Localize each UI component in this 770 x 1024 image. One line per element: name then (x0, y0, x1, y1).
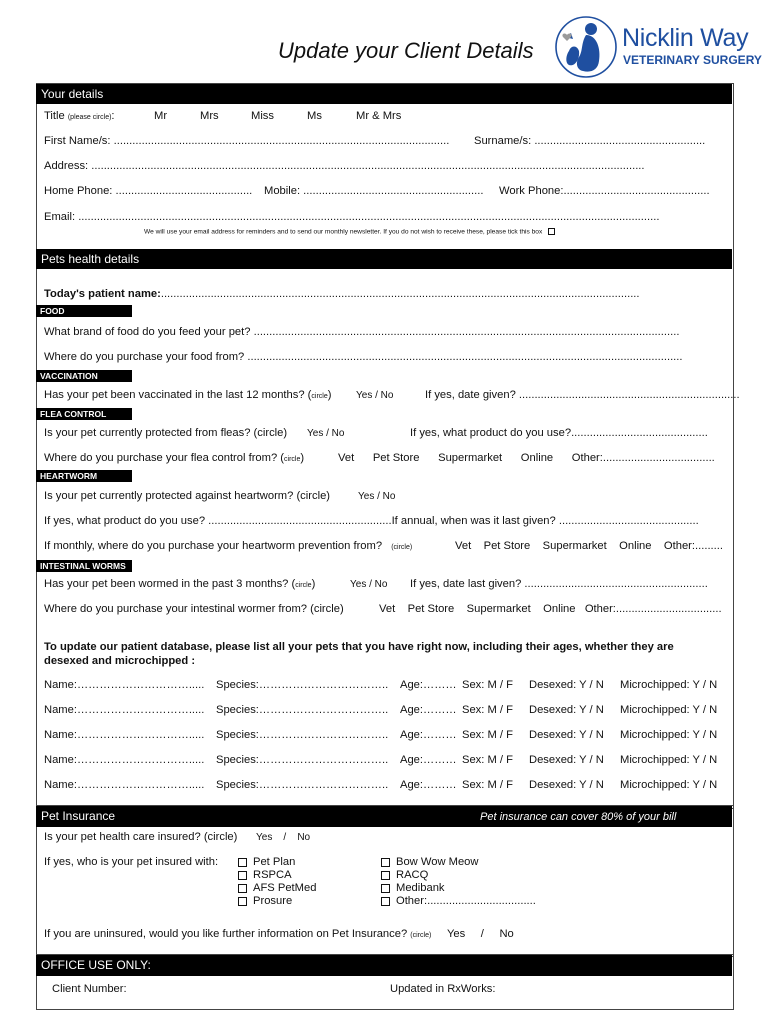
vaccination-yes-no[interactable]: Yes / No (356, 390, 394, 401)
checkbox-icon (238, 858, 247, 867)
flea-source-options[interactable]: Vet Pet Store Supermarket Online Other:.................................... (338, 452, 715, 464)
pet-age-field[interactable]: Age:……… (400, 779, 457, 791)
pet-desexed-option[interactable]: Desexed: Y / N (529, 779, 604, 791)
newsletter-opt-out-checkbox[interactable] (548, 228, 555, 235)
pet-desexed-option[interactable]: Desexed: Y / N (529, 754, 604, 766)
pet-sex-option[interactable]: Sex: M / F (462, 729, 513, 741)
email-note-text: We will use your email address for reminders and to send our monthly newsletter. If you do not wish to receive these, please tick this box (144, 228, 543, 236)
pet-microchipped-option[interactable]: Microchipped: Y / N (620, 779, 718, 791)
clinic-logo-icon (553, 15, 619, 79)
provider-label: Medibank (396, 882, 445, 894)
heartworm-circle-note: (circle) (391, 544, 413, 551)
mobile-field[interactable]: Mobile: .......................................................... (264, 185, 484, 197)
food-brand-field[interactable]: What brand of food do you feed your pet? ......................................................................................................................................... (44, 326, 680, 338)
pet-microchipped-option[interactable]: Microchipped: Y / N (620, 729, 718, 741)
insured-question: Is your pet health care insured? (circle) (44, 831, 238, 843)
brand-subtitle: VETERINARY SURGERY (623, 53, 762, 67)
intestinal-worms-tag: INTESTINAL WORMS (36, 560, 132, 572)
wormed-question-end: ) (311, 578, 316, 590)
first-name-field[interactable]: First Name/s: ............................................................................................................ (44, 135, 450, 147)
wormed-date-field[interactable]: If yes, date last given? ........................................................... (410, 578, 708, 590)
pet-age-field[interactable]: Age:……… (400, 729, 457, 741)
flea-product-field[interactable]: If yes, what product do you use?............................................ (410, 427, 708, 439)
pets-health-heading: Pets health details (36, 249, 732, 269)
office-use-heading: OFFICE USE ONLY: (36, 955, 732, 976)
insurance-info-yes-no[interactable]: Yes / No (447, 928, 514, 940)
provider-pet-plan[interactable] (238, 856, 295, 868)
pet-microchipped-option[interactable]: Microchipped: Y / N (620, 704, 718, 716)
insurer-question: If yes, who is your pet insured with: (44, 856, 219, 868)
pet-sex-option[interactable]: Sex: M / F (462, 754, 513, 766)
pet-name-field[interactable]: Name:…………………………..... (44, 704, 205, 716)
pet-age-field[interactable]: Age:……… (400, 754, 457, 766)
heartworm-yes-no[interactable]: Yes / No (358, 491, 396, 502)
pet-sex-option[interactable]: Sex: M / F (462, 679, 513, 691)
wormed-yes-no[interactable]: Yes / No (350, 579, 388, 590)
address-field[interactable]: Address: .................................................................................................................................................................................. (44, 160, 645, 172)
wormed-circle-note: circle (295, 582, 312, 589)
pet-desexed-option[interactable]: Desexed: Y / N (529, 704, 604, 716)
flea-control-tag: FLEA CONTROL (36, 408, 132, 420)
provider-label: Prosure (253, 895, 293, 907)
page-title: Update your Client Details (278, 38, 534, 63)
wormer-source-question: Where do you purchase your intestinal wormer from? (circle) (44, 603, 344, 615)
title-option-mr[interactable]: Mr (154, 110, 168, 122)
pets-list-intro: To update our patient database, please list all your pets that you have right now, including their ages, whether they are desexed and microchipped : (44, 641, 674, 667)
title-row (44, 110, 115, 122)
pet-age-field[interactable]: Age:……… (400, 704, 457, 716)
title-note: (please circle) (67, 114, 112, 121)
work-phone-field[interactable]: Work Phone:............................................... (499, 185, 710, 197)
provider-other[interactable] (381, 895, 536, 907)
heartworm-product-field[interactable]: If yes, what product do you use? ...........................................................If annual, when was it last given? ............................................. (44, 515, 699, 527)
title-label: Title (44, 110, 65, 122)
vaccination-circle-note: circle (311, 393, 328, 400)
wormed-question-text: Has your pet been wormed in the past 3 months? ( (44, 578, 296, 590)
wormer-source-options[interactable]: Vet Pet Store Supermarket Online Other:.................................. (379, 603, 722, 615)
flea-circle-note: circle (284, 456, 301, 463)
provider-label: Pet Plan (253, 856, 296, 868)
pet-name-field[interactable]: Name:…………………………..... (44, 779, 205, 791)
checkbox-icon (238, 897, 247, 906)
client-number-field[interactable]: Client Number: (52, 983, 127, 995)
checkbox-icon (381, 858, 390, 867)
insurance-heading-bar (36, 806, 732, 827)
pet-microchipped-option[interactable]: Microchipped: Y / N (620, 754, 718, 766)
pet-desexed-option[interactable]: Desexed: Y / N (529, 679, 604, 691)
title-option-miss[interactable]: Miss (251, 110, 274, 122)
home-phone-field[interactable]: Home Phone: ............................................ (44, 185, 253, 197)
pet-species-field[interactable]: Species:…………………………….. (216, 779, 389, 791)
pet-sex-option[interactable]: Sex: M / F (462, 704, 513, 716)
insurance-promo: Pet insurance can cover 80% of your bill (480, 811, 677, 823)
provider-label: Bow Wow Meow (396, 856, 479, 868)
title-option-mrs[interactable]: Mrs (200, 110, 219, 122)
provider-label: RACQ (396, 869, 429, 881)
insured-yes-no[interactable]: Yes / No (256, 832, 311, 843)
provider-label: RSPCA (253, 869, 292, 881)
flea-source-question-text: Where do you purchase your flea control from? ( (44, 452, 285, 464)
vaccination-question (44, 389, 332, 401)
flea-protected-question: Is your pet currently protected from fleas? (circle) (44, 427, 288, 439)
heartworm-tag: HEARTWORM (36, 470, 132, 482)
provider-rspca[interactable] (238, 869, 292, 881)
provider-medibank[interactable] (381, 882, 445, 894)
pet-age-field[interactable]: Age:……… (400, 679, 457, 691)
vaccination-question-text: Has your pet been vaccinated in the last 12 months? ( (44, 389, 312, 401)
patient-name-field[interactable] (44, 288, 640, 300)
pet-species-field[interactable]: Species:…………………………….. (216, 704, 389, 716)
provider-label: AFS PetMed (253, 882, 317, 894)
provider-label: Other:................................... (396, 895, 536, 907)
food-source-field[interactable]: Where do you purchase your food from? ............................................................................................................................................ (44, 351, 683, 363)
heartworm-protected-question: Is your pet currently protected against heartworm? (circle) (44, 490, 331, 502)
insurance-info-question (44, 928, 431, 940)
vaccination-question-end: ) (327, 389, 332, 401)
insurance-info-text: If you are uninsured, would you like further information on Pet Insurance? (44, 928, 408, 940)
checkbox-icon (381, 897, 390, 906)
checkbox-icon (238, 871, 247, 880)
checkbox-icon (381, 871, 390, 880)
insurance-heading: Pet Insurance (41, 809, 116, 823)
heartworm-source-options[interactable]: Vet Pet Store Supermarket Online Other:......... (455, 540, 723, 552)
pet-name-field[interactable]: Name:…………………………..... (44, 729, 205, 741)
pet-microchipped-option[interactable]: Microchipped: Y / N (620, 679, 718, 691)
pet-species-field[interactable]: Species:…………………………….. (216, 729, 389, 741)
checkbox-icon (381, 884, 390, 893)
email-field[interactable]: Email: ........................................................................................................................................................................................... (44, 211, 660, 223)
checkbox-icon (238, 884, 247, 893)
provider-prosure[interactable] (238, 895, 292, 907)
pet-name-field[interactable]: Name:…………………………..... (44, 754, 205, 766)
brand-name: Nicklin Way (622, 24, 749, 52)
title-colon: : (111, 110, 115, 122)
pet-desexed-option[interactable]: Desexed: Y / N (529, 729, 604, 741)
surname-field[interactable]: Surname/s: ....................................................... (474, 135, 706, 147)
updated-rxworks-field[interactable]: Updated in RxWorks: (390, 983, 496, 995)
pet-sex-option[interactable]: Sex: M / F (462, 779, 513, 791)
patient-name-dots: .......................................................................................................................................................... (160, 288, 640, 300)
wormed-question (44, 578, 315, 590)
pet-species-field[interactable]: Species:…………………………….. (216, 754, 389, 766)
flea-source-question (44, 452, 304, 464)
pet-name-field[interactable]: Name:…………………………..... (44, 679, 205, 691)
email-note (144, 228, 561, 235)
heartworm-source-text: If monthly, where do you purchase your heartworm prevention from? (44, 540, 383, 552)
vaccination-tag: VACCINATION (36, 370, 132, 382)
pet-species-field[interactable]: Species:…………………………….. (216, 679, 389, 691)
title-option-mr-mrs[interactable]: Mr & Mrs (356, 110, 402, 122)
vaccination-date-field[interactable]: If yes, date given? ....................................................................... (425, 389, 740, 401)
provider-afs-petmed[interactable] (238, 882, 316, 894)
provider-racq[interactable] (381, 869, 428, 881)
your-details-heading: Your details (36, 84, 732, 104)
flea-yes-no[interactable]: Yes / No (307, 428, 345, 439)
patient-name-label: Today's patient name: (44, 288, 161, 300)
title-option-ms[interactable]: Ms (307, 110, 322, 122)
heartworm-source-question (44, 540, 412, 552)
food-tag: FOOD (36, 305, 132, 317)
flea-source-question-end: ) (300, 452, 305, 464)
insurance-info-circle-note: (circle) (410, 932, 432, 939)
provider-bow-wow-meow[interactable] (381, 856, 478, 868)
